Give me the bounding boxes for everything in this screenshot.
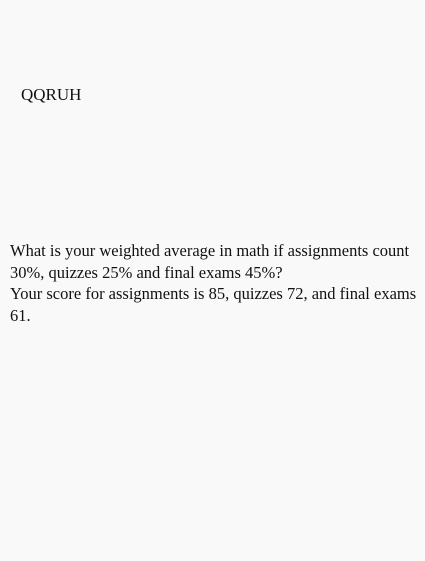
question-scores: Your score for assignments is 85, quizzes 72, and final exams 61. [10, 284, 417, 325]
question-prompt: What is your weighted average in math if assignments count 30%, quizzes 25% and final exams 45%? [10, 241, 410, 282]
document-code: QQRUH [21, 85, 82, 104]
question-block [10, 240, 422, 326]
